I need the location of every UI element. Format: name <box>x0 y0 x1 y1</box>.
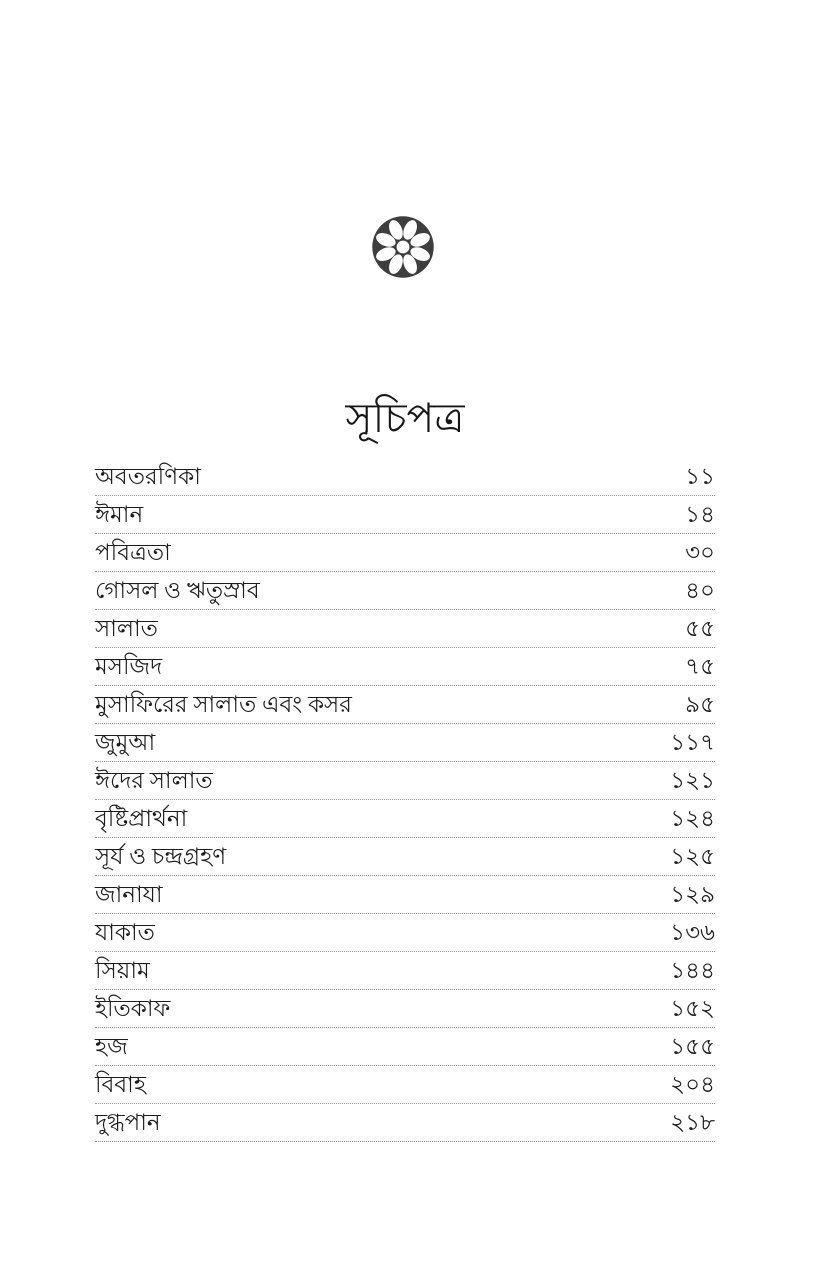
toc-entry-row <box>95 534 715 572</box>
toc-entry-label: জুমুআ <box>95 730 156 755</box>
toc-entry-row <box>95 838 715 876</box>
toc-entry-row <box>95 876 715 914</box>
toc-entry-page-number: ৪০ <box>685 578 715 603</box>
toc-entry-row <box>95 458 715 496</box>
toc-entry-page-number: ১৩৬ <box>670 920 715 945</box>
toc-entry-page-number: ১২৪ <box>670 806 715 831</box>
toc-entry-page-number: ১২৫ <box>670 844 715 869</box>
toc-entry-label: হজ <box>95 1034 128 1059</box>
toc-entry-label: ইতিকাফ <box>95 996 171 1021</box>
toc-entry-label: বিবাহ <box>95 1072 146 1097</box>
toc-entry-row <box>95 990 715 1028</box>
toc-entry-row <box>95 686 715 724</box>
toc-entry-page-number: ১১৭ <box>670 730 715 755</box>
toc-entry-row <box>95 648 715 686</box>
toc-entry-page-number: ১৫৫ <box>670 1034 715 1059</box>
toc-entry-page-number: ১৫২ <box>670 996 715 1021</box>
toc-entry-row <box>95 724 715 762</box>
toc-entry-page-number: ৯৫ <box>685 692 715 717</box>
toc-entry-page-number: ১২৯ <box>670 882 715 907</box>
toc-entry-label: মসজিদ <box>95 654 163 679</box>
toc-list <box>95 458 715 1142</box>
toc-entry-page-number: ৩০ <box>685 540 715 565</box>
toc-entry-label: যাকাত <box>95 920 155 945</box>
toc-entry-label: গোসল ও ঋতুস্রাব <box>95 578 260 603</box>
toc-entry-row <box>95 914 715 952</box>
toc-entry-label: দুগ্ধপান <box>95 1110 161 1135</box>
toc-entry-label: ঈমান <box>95 502 144 527</box>
toc-entry-row <box>95 800 715 838</box>
toc-entry-page-number: ২১৮ <box>670 1110 715 1135</box>
toc-entry-row <box>95 762 715 800</box>
toc-entry-label: জানাযা <box>95 882 163 907</box>
toc-entry-row <box>95 1028 715 1066</box>
toc-entry-label: সিয়াম <box>95 958 150 983</box>
toc-entry-page-number: ১১ <box>685 464 715 489</box>
flower-rosette-icon <box>371 215 435 279</box>
toc-entry-row <box>95 610 715 648</box>
toc-entry-page-number: ৫৫ <box>685 616 715 641</box>
page-title: সূচিপত্র <box>345 395 465 441</box>
toc-entry-label: ঈদের সালাত <box>95 768 213 793</box>
toc-entry-label: অবতরণিকা <box>95 464 201 489</box>
toc-entry-page-number: ২০৪ <box>670 1072 715 1097</box>
toc-entry-label: মুসাফিরের সালাত এবং কসর <box>95 692 352 717</box>
toc-entry-row <box>95 952 715 990</box>
toc-entry-label: বৃষ্টিপ্রার্থনা <box>95 806 188 831</box>
toc-entry-row <box>95 1104 715 1142</box>
toc-entry-page-number: ১২১ <box>670 768 715 793</box>
toc-entry-page-number: ৭৫ <box>685 654 715 679</box>
toc-entry-label: সালাত <box>95 616 158 641</box>
toc-entry-row <box>95 572 715 610</box>
toc-entry-label: সূর্য ও চন্দ্রগ্রহণ <box>95 844 227 869</box>
toc-entry-page-number: ১৪ <box>685 502 715 527</box>
toc-entry-page-number: ১৪৪ <box>670 958 715 983</box>
toc-entry-row <box>95 496 715 534</box>
toc-entry-label: পবিত্রতা <box>95 540 171 565</box>
toc-entry-row <box>95 1066 715 1104</box>
